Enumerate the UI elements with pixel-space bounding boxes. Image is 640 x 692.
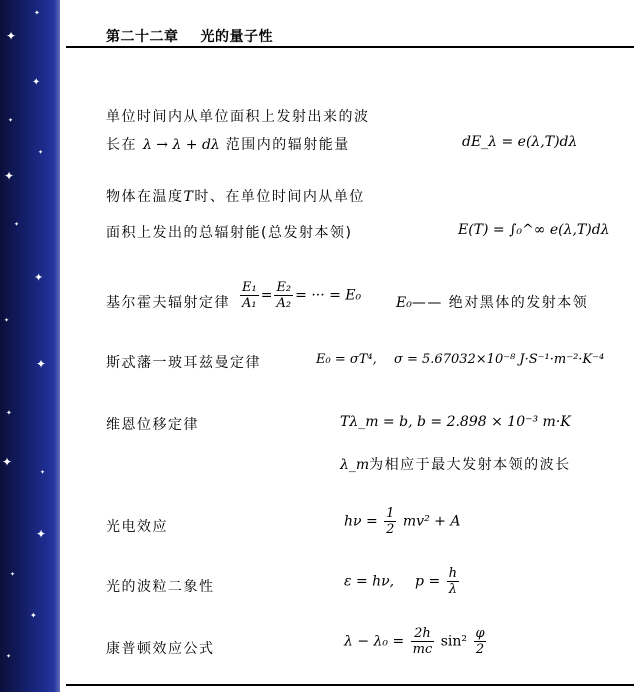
star-icon: ✦ [10, 571, 16, 578]
fraction [473, 626, 486, 657]
lhs: hν = [344, 513, 378, 530]
star-icon: ✦ [32, 77, 41, 88]
numerator: φ [475, 626, 485, 641]
duality-formula [344, 566, 461, 597]
kirchhoff-note [396, 292, 588, 312]
temperature-var: T [183, 189, 195, 205]
star-icon: ✦ [38, 149, 44, 156]
denominator: λ [448, 582, 457, 597]
sidebar-edge [54, 0, 60, 692]
chapter-number: 第二十二章 [106, 29, 179, 45]
compton-formula [344, 626, 489, 657]
kirchhoff-label: 基尔霍夫辐射定律 [106, 295, 230, 311]
photoelectric-label: 光电效应 [106, 519, 168, 535]
star-icon: ✦ [30, 611, 37, 620]
fraction [447, 566, 459, 597]
text-fragment: 范围内的辐射能量 [225, 137, 350, 153]
duality-label: 光的波粒二象性 [106, 579, 215, 595]
fraction [384, 506, 396, 537]
symbol: E₀ [396, 295, 412, 311]
numerator: h [448, 566, 458, 581]
star-icon: ✦ [34, 271, 44, 284]
photoelectric-formula [344, 506, 460, 537]
wavelength-range: λ → λ + dλ [142, 137, 220, 153]
denominator: 2 [475, 642, 485, 657]
fraction [274, 280, 293, 311]
star-icon: ✦ [40, 469, 46, 476]
numerator: E₁ [242, 280, 257, 295]
stefan-label: 斯忒藩一玻耳兹曼定律 [106, 355, 261, 371]
star-icon: ✦ [14, 221, 20, 228]
star-icon: ✦ [6, 653, 12, 660]
numerator: E₂ [276, 280, 292, 295]
rhs: mv² + A [402, 513, 461, 530]
star-sidebar [0, 0, 60, 692]
denominator: mc [412, 642, 433, 657]
total-radiance-line2: 面积上发出的总辐射能(总发射本领) [106, 225, 353, 241]
star-icon: ✦ [34, 9, 40, 17]
star-icon: ✦ [36, 357, 47, 371]
formula-rest: = ··· = E₀ [295, 287, 362, 304]
spectral-radiance-line1: 单位时间内从单位面积上发射出来的波 [106, 109, 370, 125]
text-fragment: 长在 [106, 137, 137, 153]
total-radiance-formula: E(T) = ∫₀^∞ e(λ,T)dλ [458, 222, 610, 238]
footer-rule [66, 684, 634, 686]
symbol: λ_m [340, 457, 370, 473]
denominator: A₁ [242, 296, 257, 311]
compton-label: 康普顿效应公式 [106, 641, 215, 657]
note-text: —— 绝对黑体的发射本领 [411, 295, 589, 311]
stefan-formula1: E₀ = σT⁴, [316, 352, 377, 367]
denominator: A₂ [276, 296, 292, 311]
star-icon: ✦ [6, 409, 12, 417]
star-icon: ✦ [2, 455, 13, 469]
star-icon: ✦ [36, 527, 47, 541]
wien-label: 维恩位移定律 [106, 417, 199, 433]
energy-relation: ε = hν, [344, 573, 395, 590]
star-icon: ✦ [6, 29, 17, 43]
sin-squared: sin² [440, 633, 467, 650]
momentum-lhs: p = [415, 573, 441, 590]
wien-formula: Tλ_m = b, b = 2.898 × 10⁻³ m·K [340, 414, 571, 430]
star-icon: ✦ [8, 117, 14, 124]
wien-note [340, 454, 571, 474]
total-radiance-line1 [106, 186, 365, 206]
denominator: 2 [386, 522, 395, 537]
page-header [106, 26, 273, 46]
star-icon: ✦ [4, 169, 15, 183]
numerator: 1 [386, 506, 395, 521]
note-text: 为相应于最大发射本领的波长 [369, 457, 571, 473]
chapter-title: 光的量子性 [200, 29, 273, 45]
fraction [240, 280, 259, 311]
text-fragment: 时、在单位时间内从单位 [194, 189, 365, 205]
spectral-radiance-formula: dE_λ = e(λ,T)dλ [462, 134, 578, 150]
stefan-formula2: σ = 5.67032×10⁻⁸ J·S⁻¹·m⁻²·K⁻⁴ [394, 352, 605, 367]
star-icon: ✦ [4, 317, 10, 324]
text-fragment: 物体在温度 [106, 189, 184, 205]
fraction [411, 626, 435, 657]
lhs: λ − λ₀ = [344, 633, 405, 650]
numerator: 2h [414, 626, 431, 641]
kirchhoff-formula: $\frac{\text{E₁}}{\text{A₁}}$ = $\frac{\text{E₂}}{\text{A₂}}$ = ··· = E₀ [242, 280, 362, 311]
spectral-radiance-line2 [106, 134, 350, 154]
header-rule [66, 46, 634, 48]
